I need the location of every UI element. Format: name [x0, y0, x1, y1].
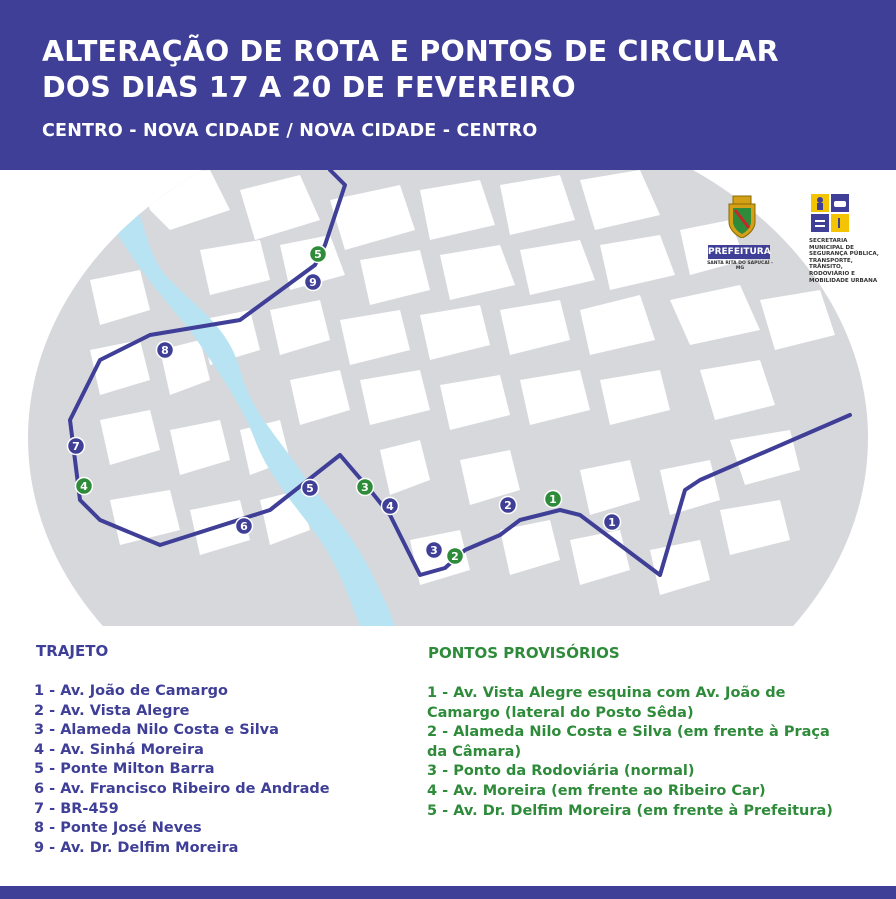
pontos-list: [427, 684, 847, 821]
list-item: 3 - Alameda Nilo Costa e Silva: [34, 722, 279, 739]
stop-marker-2: [447, 548, 464, 565]
route-marker-4: [382, 498, 399, 515]
secretaria-icon: [811, 194, 867, 234]
svg-text:3: 3: [430, 544, 438, 557]
page-title: [42, 34, 779, 106]
list-item: 4 - Av. Sinhá Moreira: [34, 741, 204, 758]
svg-text:5: 5: [314, 248, 322, 261]
header-banner: [0, 0, 896, 170]
svg-text:6: 6: [240, 520, 248, 533]
prefeitura-subtitle: SANTA RITA DO SAPUCAÍ - MG: [707, 261, 773, 271]
footer-bar: [0, 886, 896, 899]
stop-marker-5: [310, 246, 327, 263]
svg-text:9: 9: [309, 276, 317, 289]
route-marker-9: [305, 274, 322, 291]
list-item: 9 - Av. Dr. Delfim Moreira: [34, 839, 239, 856]
title-line-2: DOS DIAS 17 A 20 DE FEVEREIRO: [42, 71, 576, 104]
prefeitura-logo: [705, 190, 775, 282]
svg-text:4: 4: [386, 500, 394, 513]
list-item: 6 - Av. Francisco Ribeiro de Andrade: [34, 780, 330, 797]
list-item: 3 - Ponto da Rodoviária (normal): [427, 763, 695, 780]
list-item: 8 - Ponte José Neves: [34, 820, 202, 837]
list-item: 1 - Av. João de Camargo: [34, 683, 228, 699]
route-marker-3: [426, 542, 443, 559]
pontos-title: PONTOS PROVISÓRIOS: [428, 644, 620, 662]
svg-text:8: 8: [161, 344, 169, 357]
stop-marker-3: [357, 479, 374, 496]
route-marker-2: [500, 497, 517, 514]
route-marker-1: [604, 514, 621, 531]
legend-section: [0, 626, 896, 886]
route-marker-8: [157, 342, 174, 359]
route-marker-7: [68, 438, 85, 455]
svg-text:4: 4: [80, 480, 88, 493]
stop-marker-4: [76, 478, 93, 495]
list-item: 1 - Av. Vista Alegre esquina com Av. João de Camargo (lateral do Posto Sêda): [427, 685, 786, 721]
trajeto-title: TRAJETO: [36, 642, 109, 660]
secretaria-logo: [809, 194, 881, 284]
svg-text:5: 5: [306, 482, 314, 495]
list-item: 7 - BR-459: [34, 800, 119, 817]
svg-text:1: 1: [549, 493, 557, 506]
trajeto-list: [34, 682, 330, 858]
page-subtitle: CENTRO - NOVA CIDADE / NOVA CIDADE - CENTRO: [42, 121, 538, 141]
route-marker-5: [302, 480, 319, 497]
list-item: 5 - Av. Dr. Delfim Moreira (em frente à Prefeitura): [427, 802, 833, 819]
svg-text:2: 2: [451, 550, 459, 563]
secretaria-text: SECRETARIA MUNICIPAL DE SEGURANÇA PÚBLICA, TRANSPORTE, TRÂNSITO, RODOVIÁRIO E MOBILIDADE URBANA: [809, 238, 879, 284]
crest-icon: [725, 194, 759, 238]
list-item: 4 - Av. Moreira (em frente ao Ribeiro Car): [427, 782, 766, 799]
list-item: 2 - Alameda Nilo Costa e Silva (em frente à Praça da Câmara): [427, 724, 830, 760]
title-line-1: ALTERAÇÃO DE ROTA E PONTOS DE CIRCULAR: [42, 35, 779, 68]
route-marker-6: [236, 518, 253, 535]
prefeitura-label: PREFEITURA: [708, 247, 771, 257]
svg-text:2: 2: [504, 499, 512, 512]
list-item: 5 - Ponte Milton Barra: [34, 761, 215, 778]
stop-marker-1: [545, 491, 562, 508]
svg-text:7: 7: [72, 440, 80, 453]
list-item: 2 - Av. Vista Alegre: [34, 702, 190, 719]
svg-text:3: 3: [361, 481, 369, 494]
svg-text:1: 1: [608, 516, 616, 529]
logos: [705, 190, 885, 290]
